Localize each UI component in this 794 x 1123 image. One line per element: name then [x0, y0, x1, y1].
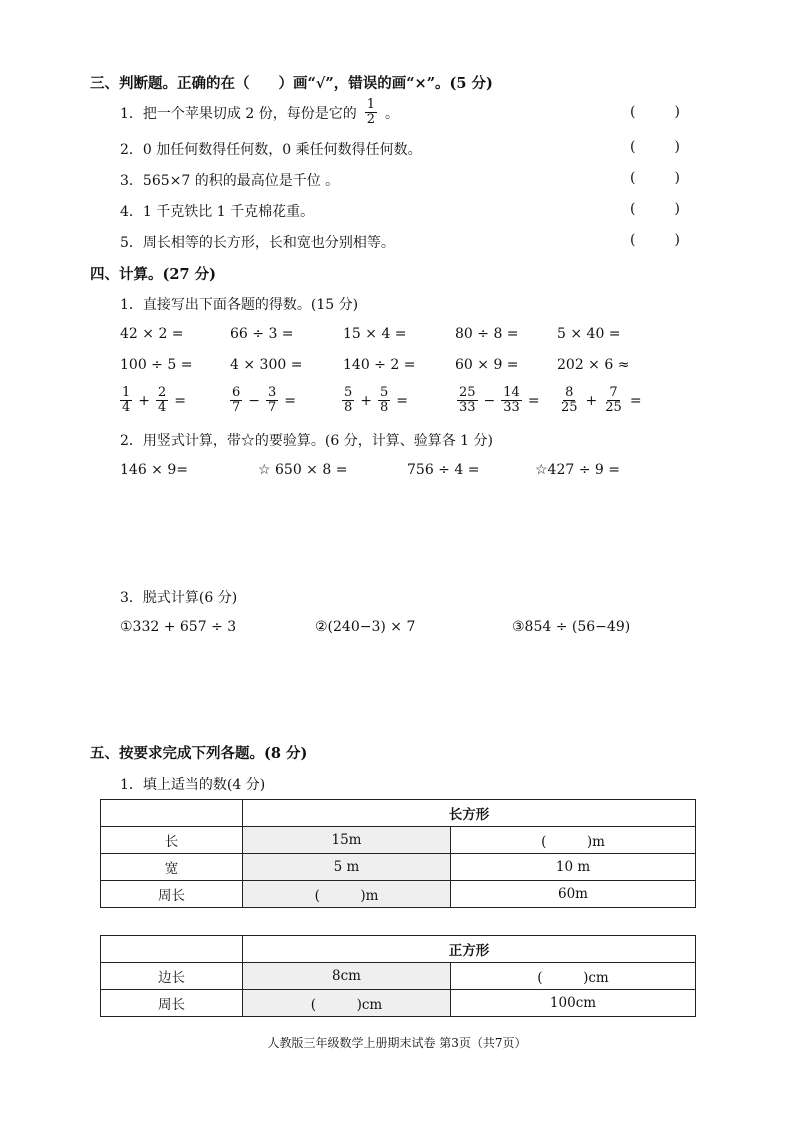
- square-header: 正方形: [243, 936, 696, 963]
- calc-1: 42 × 2 =: [120, 326, 184, 342]
- row-label: 周长: [101, 881, 243, 908]
- paren-open: (: [630, 104, 636, 120]
- judge-item-2: 2．0 加任何数得任何数，0 乘任何数得任何数。: [120, 142, 422, 158]
- fraction: [156, 386, 168, 415]
- numerator: 25: [459, 385, 476, 400]
- numerator: 1: [122, 385, 131, 400]
- table-cell: 10 m: [451, 854, 696, 881]
- denominator: 25: [605, 400, 622, 415]
- numerator: 5: [344, 385, 353, 400]
- fraction-calc-3: [340, 386, 408, 415]
- calc-6: 100 ÷ 5 =: [120, 357, 193, 373]
- judge-item-4: 4．1 千克铁比 1 千克棉花重。: [120, 204, 315, 220]
- fraction: [120, 386, 132, 415]
- rectangle-header: 长方形: [243, 800, 696, 827]
- numerator: 7: [609, 385, 618, 400]
- table-row: [101, 963, 696, 990]
- equals: =: [527, 392, 540, 409]
- s5-q1-title: 1．填上适当的数(4 分): [120, 777, 266, 793]
- table-row: [101, 990, 696, 1017]
- rectangle-table: [100, 799, 696, 908]
- denominator: 4: [122, 400, 131, 415]
- section3-heading: 三、判断题。正确的在（ ）画“√”，错误的画“×”。(5 分): [90, 75, 493, 92]
- fraction-numerator: 1: [366, 97, 375, 112]
- paren-close: ): [674, 201, 680, 217]
- section5-heading: 五、按要求完成下列各题。(8 分): [90, 745, 308, 762]
- fraction-calc-4: [455, 386, 540, 415]
- operator: +: [138, 392, 151, 409]
- equals: =: [396, 392, 409, 409]
- fraction-calc-5: [557, 386, 642, 415]
- denominator: 8: [380, 400, 389, 415]
- denominator: 33: [503, 400, 520, 415]
- calc-10: 202 × 6 ≈: [557, 357, 630, 373]
- fraction: [266, 386, 278, 415]
- table-cell: 8cm: [243, 963, 451, 990]
- answer-paren-3[interactable]: [630, 170, 680, 186]
- paren-close: ): [674, 170, 680, 186]
- row-label: 边长: [101, 963, 243, 990]
- paren-close: ): [674, 139, 680, 155]
- paren-open: (: [630, 170, 636, 186]
- answer-paren-4[interactable]: [630, 201, 680, 217]
- numerator: 2: [158, 385, 167, 400]
- section4-heading: 四、计算。(27 分): [90, 266, 216, 283]
- calc-9: 60 × 9 =: [455, 357, 519, 373]
- denominator: 8: [344, 400, 353, 415]
- fraction-calc-2: [228, 386, 296, 415]
- calc-3: 15 × 4 =: [343, 326, 407, 342]
- table-row: [101, 800, 696, 827]
- table-row: [101, 854, 696, 881]
- table-cell: 60m: [451, 881, 696, 908]
- table-cell: 5 m: [243, 854, 451, 881]
- calc-5: 5 × 40 =: [557, 326, 621, 342]
- answer-paren-5[interactable]: [630, 232, 680, 248]
- fraction-half: [365, 98, 377, 127]
- calc-8: 140 ÷ 2 =: [343, 357, 416, 373]
- row-label: 周长: [101, 990, 243, 1017]
- operator: −: [483, 392, 496, 409]
- table-cell: 15m: [243, 827, 451, 854]
- calc-7: 4 × 300 =: [230, 357, 303, 373]
- table-row: [101, 827, 696, 854]
- table-cell-empty: [101, 936, 243, 963]
- answer-cell[interactable]: ( )cm: [243, 990, 451, 1017]
- table-cell-empty: [101, 800, 243, 827]
- row-label: 宽: [101, 854, 243, 881]
- numerator: 8: [565, 385, 574, 400]
- paren-open: (: [630, 139, 636, 155]
- step-calc-2: ②(240−3) × 7: [315, 619, 416, 635]
- step-calc-1: ①332 + 657 ÷ 3: [120, 619, 237, 635]
- table-row: [101, 881, 696, 908]
- numerator: 6: [232, 385, 241, 400]
- fraction: [342, 386, 354, 415]
- fraction: [378, 386, 390, 415]
- fraction: [603, 386, 624, 415]
- answer-cell[interactable]: ( )m: [243, 881, 451, 908]
- fraction: [230, 386, 242, 415]
- page-footer: 人教版三年级数学上册期末试卷 第3页（共7页）: [267, 1036, 527, 1050]
- answer-cell[interactable]: ( )cm: [451, 963, 696, 990]
- table-cell: 100cm: [451, 990, 696, 1017]
- judge-item-3: 3．565×7 的积的最高位是千位 。: [120, 173, 340, 189]
- operator: +: [360, 392, 373, 409]
- equals: =: [284, 392, 297, 409]
- answer-paren-1[interactable]: [630, 104, 680, 120]
- denominator: 25: [561, 400, 578, 415]
- calc-2: 66 ÷ 3 =: [230, 326, 294, 342]
- numerator: 14: [503, 385, 520, 400]
- calc-4: 80 ÷ 8 =: [455, 326, 519, 342]
- table-row: [101, 936, 696, 963]
- denominator: 7: [232, 400, 241, 415]
- fraction: [501, 386, 522, 415]
- equals: =: [174, 392, 187, 409]
- denominator: 7: [268, 400, 277, 415]
- answer-paren-2[interactable]: [630, 139, 680, 155]
- row-label: 长: [101, 827, 243, 854]
- judge-item-5: 5．周长相等的长方形，长和宽也分别相等。: [120, 235, 395, 251]
- paren-close: ): [674, 104, 680, 120]
- operator: −: [248, 392, 261, 409]
- fraction-calc-1: [118, 386, 186, 415]
- equals: =: [629, 392, 642, 409]
- vertical-calc-2: ☆ 650 × 8 =: [258, 462, 348, 478]
- q2-title: 2．用竖式计算，带☆的要验算。(6 分，计算、验算各 1 分): [120, 433, 493, 449]
- step-calc-3: ③854 ÷ (56−49): [512, 619, 631, 635]
- fraction: [457, 386, 478, 415]
- judge-item-1: [120, 98, 399, 127]
- judge-item-1-end: 。: [385, 105, 399, 122]
- fraction: [559, 386, 580, 415]
- vertical-calc-1: 146 × 9=: [120, 462, 188, 478]
- square-table: [100, 935, 696, 1017]
- paren-close: ): [674, 232, 680, 248]
- denominator: 4: [158, 400, 167, 415]
- numerator: 3: [268, 385, 277, 400]
- operator: +: [585, 392, 598, 409]
- q3-title: 3．脱式计算(6 分): [120, 590, 238, 606]
- q1-title: 1．直接写出下面各题的得数。(15 分): [120, 297, 359, 313]
- vertical-calc-3: 756 ÷ 4 =: [407, 462, 480, 478]
- answer-cell[interactable]: ( )m: [451, 827, 696, 854]
- vertical-calc-4: ☆427 ÷ 9 =: [535, 462, 620, 478]
- denominator: 33: [459, 400, 476, 415]
- paren-open: (: [630, 232, 636, 248]
- judge-item-1-text: 1．把一个苹果切成 2 份，每份是它的: [120, 105, 357, 122]
- fraction-denominator: 2: [366, 112, 375, 127]
- paren-open: (: [630, 201, 636, 217]
- numerator: 5: [380, 385, 389, 400]
